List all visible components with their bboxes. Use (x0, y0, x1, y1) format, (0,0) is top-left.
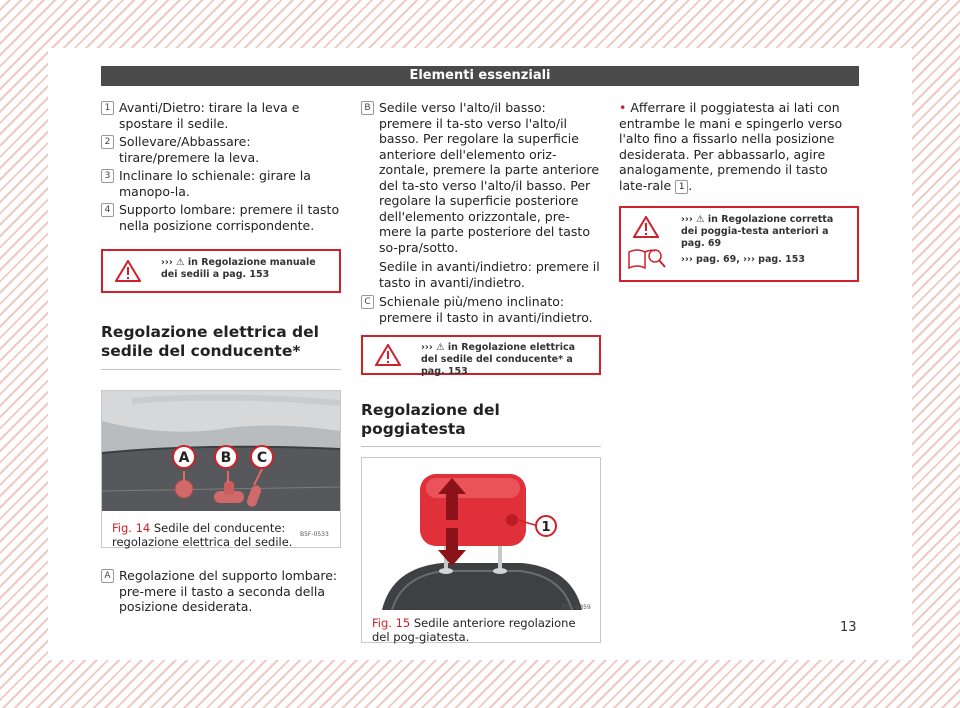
item-text: Sollevare/Abbassare: tirare/premere la leva. (119, 134, 260, 165)
caption-text: Sedile del conducente: regolazione elettrica del sedile. (112, 521, 293, 549)
warning-box (101, 249, 341, 293)
letter-badge: B (361, 101, 374, 115)
column-middle (361, 100, 601, 643)
number-badge: 2 (101, 135, 114, 149)
number-badge: 1 (101, 101, 114, 115)
figure-number: Fig. 14 (112, 521, 151, 535)
caption-text: Sedile anteriore regolazione del pog-giatesta. (372, 616, 576, 644)
image-code: B5F-0359 (562, 604, 591, 611)
item-text: Avanti/Dietro: tirare la leva e spostare il sedile. (119, 100, 300, 131)
item-text: Sedile verso l'alto/il basso: premere il ta-sto verso l'alto/il basso. Per regolare la superficie anteriore dell'elemento oriz-zontale, premere la parte anteriore del ta-sto verso l'alto/il basso. Per regolare la superficie posteriore dell'elemento orizzontale, pre-mere la parte posteriore del tasto so-pra/sotto. (379, 100, 600, 255)
list-item (101, 168, 341, 199)
warning-triangle-icon (375, 344, 401, 366)
warning-box (619, 206, 859, 282)
reference-text[interactable]: ››› pag. 69, ››› pag. 153 (681, 253, 805, 265)
fig15-callout: 1 (541, 520, 551, 535)
page-number: 13 (840, 620, 857, 635)
fig14-label-a: A (178, 450, 190, 466)
list-item (101, 100, 341, 131)
warning-triangle-icon (633, 216, 659, 238)
column-left (101, 100, 341, 618)
item-text: Supporto lombare: premere il tasto nella posizione corrispondente. (119, 202, 340, 233)
instruction-end: . (688, 177, 693, 193)
fig14-label-c: C (256, 450, 268, 466)
item-text: Schienale più/meno inclinato: premere il tasto in avanti/indietro. (379, 294, 593, 325)
figure-14 (101, 390, 341, 548)
figure-caption (362, 610, 600, 650)
item-text: Inclinare lo schienale: girare la manopo-la. (119, 168, 311, 199)
warning-triangle-icon (115, 260, 141, 282)
headrest-illustration (362, 458, 600, 610)
fig14-label-b: B (220, 450, 232, 466)
book-magnifier-icon (627, 246, 667, 272)
warning-text[interactable]: ››› ⚠ in Regolazione elettrica del sedile del conducente* a pag. 153 (421, 342, 575, 377)
letter-badge: C (361, 295, 374, 309)
instruction-paragraph (619, 100, 859, 194)
bullet: • (619, 100, 627, 115)
figure-number: Fig. 15 (372, 616, 411, 630)
seat-controls-illustration (102, 391, 340, 511)
item-text-continued: Sedile in avanti/indietro: premere il tasto in avanti/indietro. (379, 259, 600, 290)
image-code: B5F-0533 (300, 531, 329, 538)
instruction-text: Afferrare il poggiatesta ai lati con entrambe le mani e spingerlo verso l'alto fino a fissarlo nella posizione desiderata. Per abbassarlo, agire analogamente, premendo il tasto late-rale (619, 100, 843, 193)
list-item (101, 134, 341, 165)
warning-text[interactable]: ››› ⚠ in Regolazione corretta dei poggia-testa anteriori a pag. 69 (681, 213, 834, 249)
item-text: Regolazione del supporto lombare: pre-mere il tasto a seconda della posizione desiderata. (119, 568, 338, 614)
page-header: Elementi essenziali (101, 66, 859, 86)
section-title: Regolazione elettrica del sedile del conducente* (101, 323, 341, 370)
warning-text[interactable]: ››› ⚠ in Regolazione manuale dei sedili a pag. 153 (161, 257, 316, 280)
number-badge: 4 (101, 203, 114, 217)
number-badge: 3 (101, 169, 114, 183)
section-title: Regolazione del poggiatesta (361, 401, 601, 447)
list-item (361, 294, 601, 325)
list-item (101, 202, 341, 233)
number-badge: 1 (675, 180, 688, 194)
column-right (619, 100, 859, 282)
figure-15 (361, 457, 601, 643)
list-item (101, 568, 341, 615)
list-item (361, 100, 601, 290)
warning-box (361, 335, 601, 375)
letter-badge: A (101, 569, 114, 583)
